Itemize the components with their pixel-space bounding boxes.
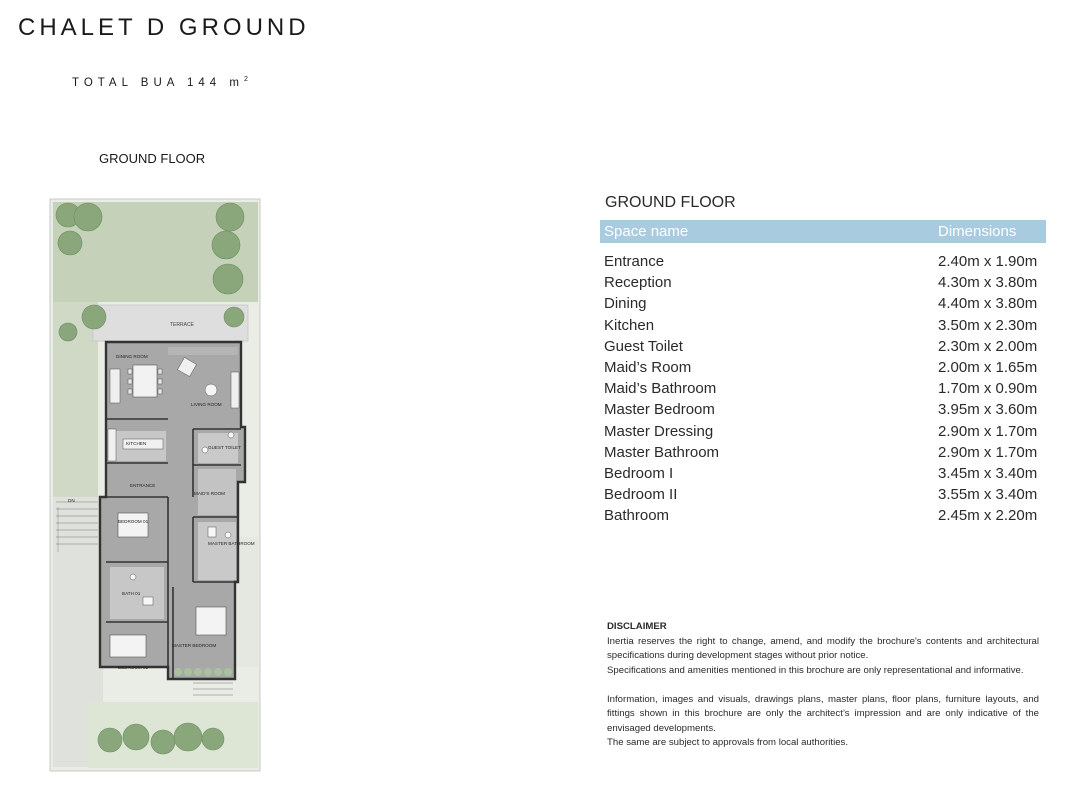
plan-label: GROUND FLOOR <box>99 151 206 166</box>
table-body <box>600 253 1046 528</box>
space-dimensions: 3.95m x 3.60m <box>938 401 1038 419</box>
room-label-terrace: TERRACE <box>170 322 194 328</box>
room-label-living: LIVING ROOM <box>191 402 222 407</box>
table-row <box>600 338 1046 359</box>
table-row <box>600 401 1046 422</box>
space-dimensions: 3.45m x 3.40m <box>938 464 1038 482</box>
disclaimer-paragraph: Information, images and visuals, drawings plans, master plans, floor plans, furniture layouts, and fittings shown in this brochure are only the architect’s impression and are only indicative of the envisaged developments. <box>607 693 1039 734</box>
room-label-dn: DN <box>68 498 75 503</box>
space-dimensions: 2.40m x 1.90m <box>938 253 1038 270</box>
table-row <box>600 295 1046 316</box>
space-name: Master Bedroom <box>604 401 715 419</box>
space-dimensions: 3.55m x 3.40m <box>938 486 1038 504</box>
room-label-guest-toilet: GUEST TOILET <box>208 445 241 450</box>
space-dimensions: 2.00m x 1.65m <box>938 358 1038 376</box>
room-label-bedroom2: BEDROOM 02 <box>118 665 149 670</box>
table-row <box>600 317 1046 338</box>
bua-text: TOTAL BUA 144 m <box>72 76 244 89</box>
table-row <box>600 465 1046 486</box>
table-row <box>600 274 1046 295</box>
space-name: Bedroom II <box>604 486 678 504</box>
space-name: Master Dressing <box>604 422 714 440</box>
total-bua <box>72 76 248 89</box>
room-label-master-bath: MASTER BATHROOM <box>208 541 255 546</box>
space-dimensions: 1.70m x 0.90m <box>938 380 1038 398</box>
page-title: CHALET D GROUND <box>18 14 310 41</box>
table-row <box>600 444 1046 465</box>
space-dimensions: 2.45m x 2.20m <box>938 507 1038 525</box>
table-row <box>600 486 1046 507</box>
space-name: Master Bathroom <box>604 443 720 461</box>
table-row <box>600 253 1046 274</box>
room-label-master-bedroom: MASTER BEDROOM <box>172 643 217 648</box>
disclaimer-paragraph: The same are subject to approvals from local authorities. <box>607 737 849 748</box>
space-dimensions: 2.90m x 1.70m <box>938 443 1038 461</box>
disclaimer-paragraph: Specifications and amenities mentioned in this brochure are only representational and informative. <box>607 664 1024 676</box>
space-name: Maid’s Room <box>604 358 692 376</box>
bua-unit-sup: 2 <box>243 76 248 83</box>
space-dimensions: 3.50m x 2.30m <box>938 316 1038 334</box>
disclaimer-paragraph: Inertia reserves the right to change, amend, and modify the brochure's contents and architectural specifications during development stages without prior notice. <box>607 635 1039 661</box>
disclaimer-heading: DISCLAIMER <box>607 621 667 632</box>
room-label-entrance: ENTRANCE <box>130 483 156 488</box>
room-label-kitchen: KITCHEN <box>126 441 147 446</box>
table-row <box>600 507 1046 528</box>
space-name: Maid’s Bathroom <box>604 380 717 398</box>
space-name: Kitchen <box>604 316 655 334</box>
space-name: Bedroom I <box>604 464 674 482</box>
room-label-dining: DINING ROOM <box>116 354 148 359</box>
table-header <box>600 220 1046 243</box>
room-label-bedroom1: BEDROOM 01 <box>118 519 149 524</box>
table-row <box>600 359 1046 380</box>
header-space-name: Space name <box>604 223 689 240</box>
space-name: Dining <box>604 295 647 313</box>
dimensions-table <box>600 194 1046 528</box>
space-name: Entrance <box>604 253 665 270</box>
floor-plan-image <box>48 197 262 773</box>
space-name: Bathroom <box>604 507 670 525</box>
header-dimensions: Dimensions <box>938 223 1017 240</box>
space-dimensions: 4.30m x 3.80m <box>938 274 1038 292</box>
space-dimensions: 2.90m x 1.70m <box>938 422 1038 440</box>
room-label-bath: BATH 01 <box>122 591 141 596</box>
space-dimensions: 4.40m x 3.80m <box>938 295 1038 313</box>
table-row <box>600 380 1046 401</box>
space-name: Guest Toilet <box>604 337 683 355</box>
space-dimensions: 2.30m x 2.00m <box>938 337 1038 355</box>
table-row <box>600 423 1046 444</box>
room-label-maids-room: MAID'S ROOM <box>194 491 225 496</box>
space-name: Reception <box>604 274 672 292</box>
table-title: GROUND FLOOR <box>605 194 736 211</box>
disclaimer <box>607 620 1039 751</box>
